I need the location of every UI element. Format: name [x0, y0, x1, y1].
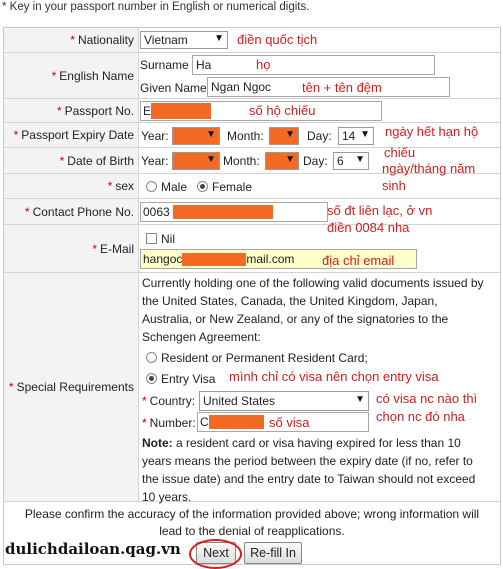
contact-phone-label: * Contact Phone No.: [4, 199, 139, 224]
number-label: * Number:: [142, 416, 196, 430]
dob-year-select[interactable]: [172, 152, 220, 170]
given-name-label: Given Name: [140, 81, 207, 95]
country-annotation-line2: chọn nc đó nha: [376, 409, 465, 424]
option-entry-visa[interactable]: Entry Visa: [146, 372, 215, 386]
option-resident-card[interactable]: Resident or Permanent Resident Card;: [146, 351, 368, 365]
confirmation-text: Please confirm the accuracy of the information provided above; wrong information will lead to the denial of reapplications.: [24, 507, 480, 538]
dob-year-label: Year:: [141, 154, 169, 168]
highlight-circle: [189, 539, 242, 569]
passport-no-input[interactable]: E: [140, 101, 382, 121]
expiry-day-select[interactable]: 14 ▼: [338, 127, 374, 145]
visa-note: Note: a resident card or visa having expired for less than 10 years means the period between the expiry date (if no, refer to the issue date) and the entry date to Taiwan should not exceed 10 years.: [142, 436, 476, 504]
passport-expiry-label: * Passport Expiry Date: [4, 123, 139, 147]
given-name-input[interactable]: Ngan Ngoc: [207, 77, 450, 97]
dob-label: * Date of Birth: [4, 148, 139, 173]
phone-annotation-line2: điền 0084 nha: [327, 220, 410, 235]
chevron-down-icon: ▼: [214, 33, 224, 44]
female-radio[interactable]: [197, 181, 208, 192]
email-nil-option[interactable]: Nil: [146, 232, 175, 246]
nationality-select[interactable]: Vietnam ▼: [140, 31, 228, 49]
special-intro: Currently holding one of the following valid documents issued by the United States, Canada, the United Kingdom, Japan, Australia, or New Zealand, or any of the signatories to the Schengen Agreement:: [142, 276, 484, 344]
redaction-mask: [182, 253, 246, 266]
country-annotation-line1: có visa nc nào thì: [376, 391, 478, 406]
contact-phone-input[interactable]: 0063: [140, 202, 328, 222]
dob-day-select[interactable]: 6 ▼: [333, 152, 369, 170]
refill-button[interactable]: Re-fill In: [244, 542, 302, 564]
dob-month-label: Month:: [223, 154, 260, 168]
dob-day-label: Day:: [303, 154, 328, 168]
special-requirements-label: * Special Requirements: [4, 273, 139, 501]
application-form: [3, 27, 501, 565]
chevron-down-icon: ▼: [206, 129, 216, 140]
passport-no-label: * Passport No.: [4, 99, 139, 122]
row-nationality: [4, 28, 500, 53]
row-special-requirements: [4, 273, 500, 502]
chevron-down-icon: ▼: [360, 129, 370, 140]
email-input[interactable]: hangoc mail.com: [140, 249, 417, 269]
expiry-annotation-line1: ngày hết hạn hộ: [385, 124, 479, 139]
sex-female-option[interactable]: Female: [197, 180, 252, 194]
nationality-label: * Nationality: [4, 28, 139, 52]
instruction-note: * Key in your passport number in English or numerical digits.: [2, 1, 310, 13]
email-label: * E-Mail: [4, 225, 139, 272]
row-english-name: [4, 53, 500, 99]
redaction-mask: [209, 415, 264, 429]
redaction-mask: [151, 103, 211, 119]
email-annotation: địa chỉ email: [322, 253, 395, 268]
expiry-month-select[interactable]: [269, 127, 299, 145]
redaction-mask: [173, 205, 273, 219]
watermark: dulichdailoan.qag.vn: [5, 540, 181, 558]
surname-annotation: họ: [256, 57, 271, 72]
expiry-year-select[interactable]: [172, 127, 220, 145]
chevron-down-icon: ▼: [285, 129, 295, 140]
dob-annotation-line1: ngày/tháng năm: [382, 161, 476, 176]
surname-label: Surname: [140, 58, 189, 72]
dob-annotation-line2: sinh: [382, 178, 406, 193]
chevron-down-icon: ▼: [285, 154, 295, 165]
chevron-down-icon: ▼: [355, 154, 365, 165]
row-sex: [4, 174, 500, 199]
given-name-annotation: tên + tên đệm: [302, 80, 382, 95]
sex-label: * sex: [4, 174, 139, 198]
visa-number-input[interactable]: C: [197, 412, 369, 432]
sex-male-option[interactable]: Male: [146, 180, 187, 194]
row-passport-no: [4, 99, 500, 123]
country-select[interactable]: United States ▼: [199, 391, 369, 411]
surname-input[interactable]: Ha: [192, 55, 435, 75]
nil-checkbox[interactable]: [146, 233, 157, 244]
next-button[interactable]: Next: [196, 542, 236, 564]
chevron-down-icon: ▼: [355, 394, 365, 405]
dob-month-select[interactable]: [265, 152, 299, 170]
row-email: [4, 225, 500, 273]
male-radio[interactable]: [146, 181, 157, 192]
expiry-year-label: Year:: [141, 129, 169, 143]
entry-visa-radio[interactable]: [146, 373, 157, 384]
expiry-month-label: Month:: [227, 129, 264, 143]
country-label: * Country:: [142, 394, 196, 408]
english-name-label: * English Name: [4, 53, 139, 98]
chevron-down-icon: ▼: [206, 154, 216, 165]
expiry-annotation-line2: chiếu: [384, 145, 416, 160]
visa-annotation: mình chỉ có visa nên chọn entry visa: [229, 369, 439, 384]
resident-card-radio[interactable]: [146, 352, 157, 363]
passport-no-annotation: số hộ chiếu: [249, 103, 316, 118]
expiry-day-label: Day:: [307, 129, 332, 143]
row-passport-expiry: [4, 123, 500, 148]
visa-number-annotation: số visa: [269, 415, 310, 430]
phone-annotation-line1: số đt liên lạc, ở vn: [327, 203, 433, 218]
nationality-annotation: điền quốc tịch: [237, 32, 318, 47]
